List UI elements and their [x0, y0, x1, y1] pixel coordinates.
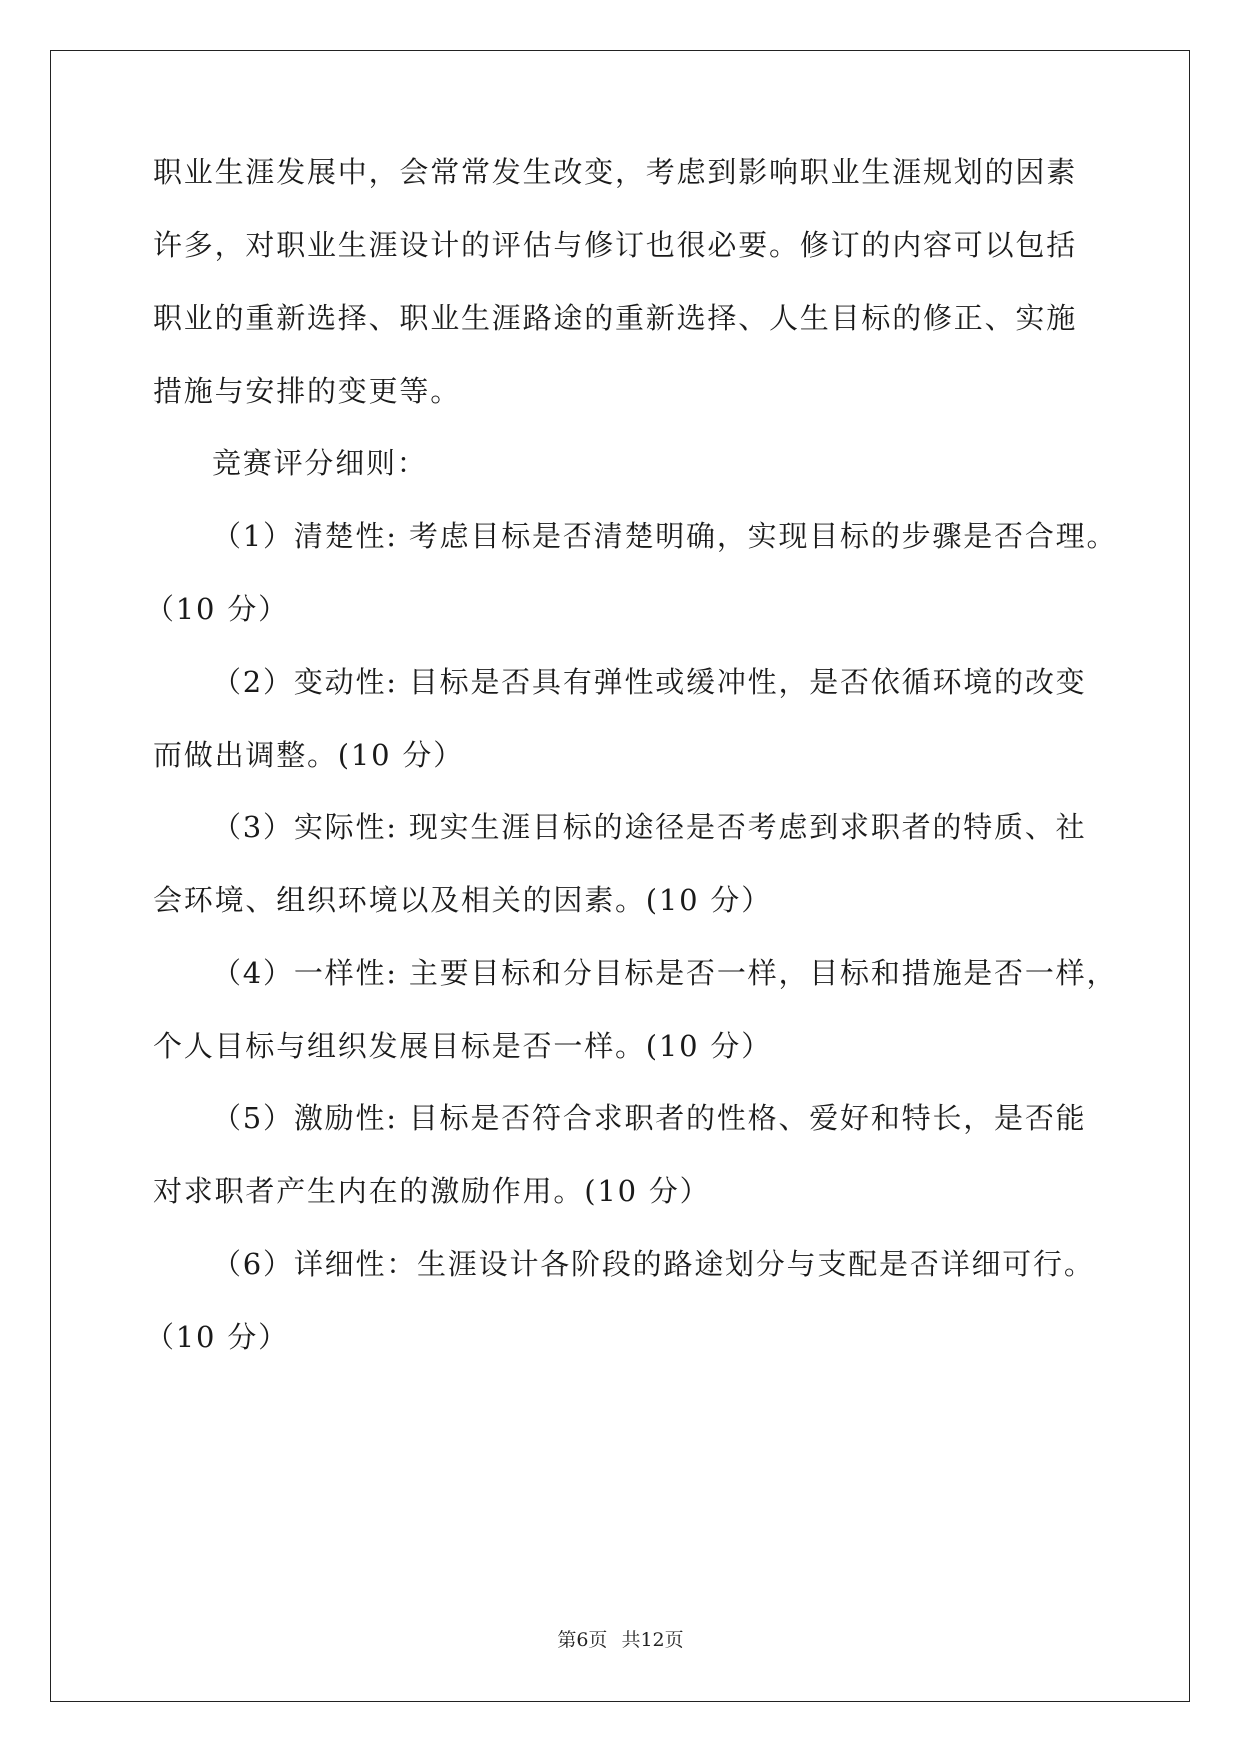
criterion-2-cont: 而做出调整。(10 分）: [153, 738, 465, 772]
criterion-1: （1）清楚性: 考虑目标是否清楚明确，实现目标的步骤是否合理。: [212, 519, 1118, 553]
page-number: 第6页: [557, 1629, 608, 1651]
body-line: 职业生涯发展中，会常常发生改变，考虑到影响职业生涯规划的因素: [153, 155, 1078, 189]
body-line: 措施与安排的变更等。: [153, 374, 462, 408]
criterion-5: （5）激励性: 目标是否符合求职者的性格、爱好和特长，是否能: [212, 1101, 1087, 1135]
criterion-6-score: （10 分）: [145, 1320, 289, 1354]
criterion-5-cont: 对求职者产生内在的激励作用。(10 分）: [153, 1174, 711, 1208]
criterion-6: （6）详细性：生涯设计各阶段的路途划分与支配是否详细可行。: [212, 1247, 1095, 1281]
section-heading: 竞赛评分细则：: [212, 446, 428, 480]
body-line: 职业的重新选择、职业生涯路途的重新选择、人生目标的修正、实施: [153, 301, 1078, 335]
body-line: 许多，对职业生涯设计的评估与修订也很必要。修订的内容可以包括: [153, 228, 1078, 262]
criterion-3: （3）实际性: 现实生涯目标的途径是否考虑到求职者的特质、社: [212, 810, 1087, 844]
page-total: 共12页: [621, 1629, 684, 1651]
page-footer: [0, 1625, 1241, 1652]
criterion-3-cont: 会环境、组织环境以及相关的因素。(10 分）: [153, 883, 773, 917]
criterion-4: （4）一样性: 主要目标和分目标是否一样，目标和措施是否一样，: [212, 956, 1118, 990]
criterion-2: （2）变动性: 目标是否具有弹性或缓冲性，是否依循环境的改变: [212, 665, 1087, 699]
criterion-1-score: （10 分）: [145, 592, 289, 626]
criterion-4-cont: 个人目标与组织发展目标是否一样。(10 分）: [153, 1029, 773, 1063]
page-border: [50, 50, 1190, 1702]
